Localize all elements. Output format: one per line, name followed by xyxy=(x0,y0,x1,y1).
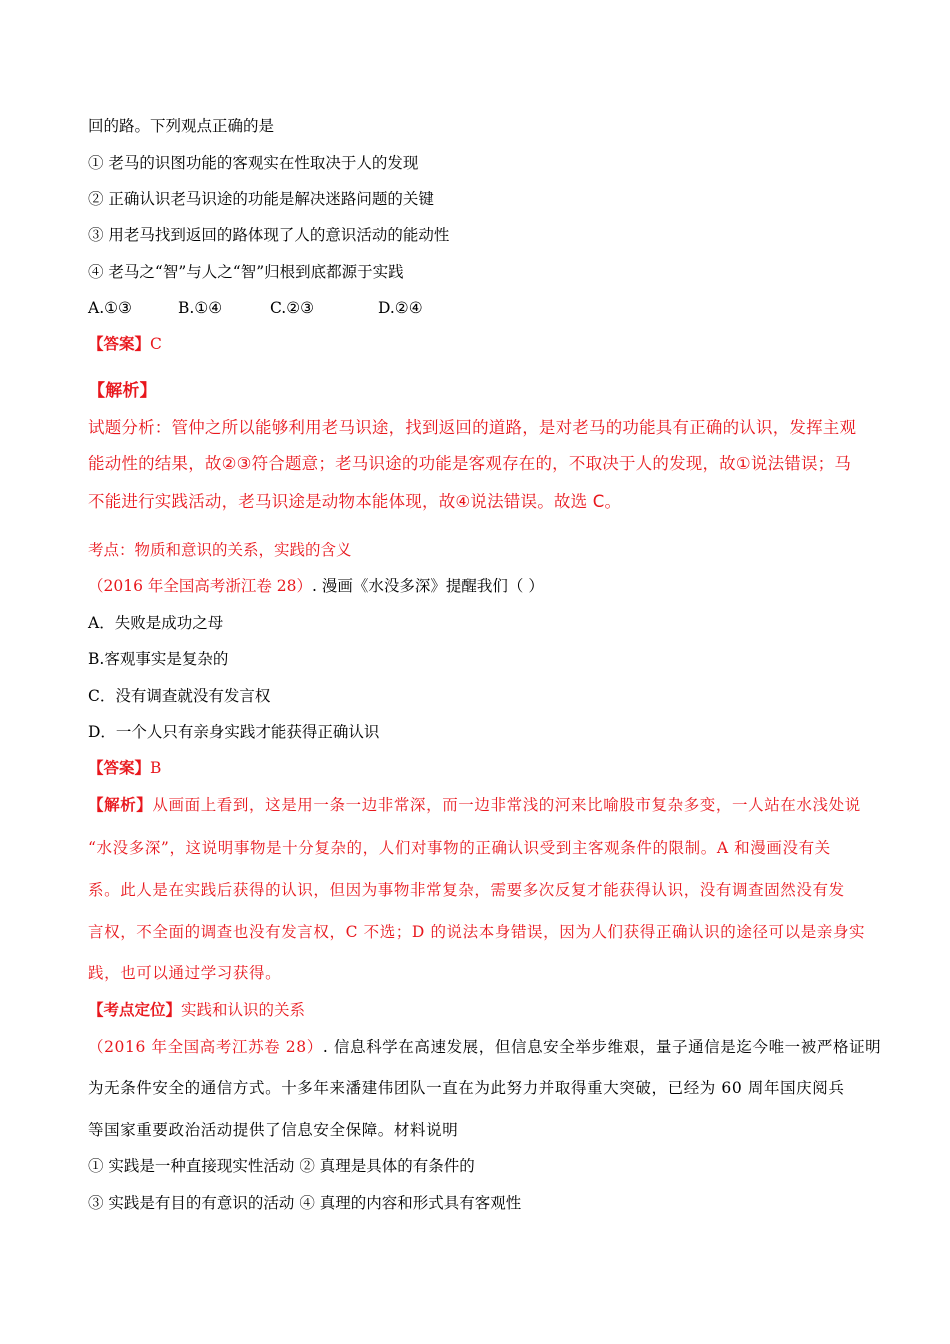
answer-line xyxy=(88,758,161,778)
question-source: （2016 年全国高考浙江卷 28） xyxy=(88,577,313,595)
analysis-text: 从画面上看到，这是用一条一边非常深，而一边非常浅的河来比喻股市复杂多变，一人站在水浅处说 xyxy=(152,796,861,814)
question-stem-continued: 回的路。下列观点正确的是 xyxy=(88,117,275,135)
option-d: D.②④ xyxy=(378,299,423,317)
answer-options xyxy=(88,298,423,318)
kaodian-line: 考点：物质和意识的关系，实践的含义 xyxy=(88,541,352,559)
analysis-line-2: 能动性的结果，故②③符合题意；老马识途的功能是客观存在的，不取决于人的发现，故①说法错误；马 xyxy=(88,454,852,473)
option-c: C．没有调查就没有发言权 xyxy=(88,687,271,705)
kaodian-tag: 【考点定位】 xyxy=(88,1000,182,1019)
question-3-stem-line-1 xyxy=(88,1037,881,1057)
option-b: B.①④ xyxy=(178,299,223,317)
statement-item-3: ③ 用老马找到返回的路体现了人的意识活动的能动性 xyxy=(88,226,450,244)
option-d: D．一个人只有亲身实践才能获得正确认识 xyxy=(88,723,380,741)
option-c: C.②③ xyxy=(270,299,315,317)
answer-line xyxy=(88,334,162,354)
analysis-line-1: 试题分析：管仲之所以能够利用老马识途，找到返回的道路，是对老马的功能具有正确的认识，发挥主观 xyxy=(88,418,857,437)
statement-item-1: ① 老马的识图功能的客观实在性取决于人的发现 xyxy=(88,154,419,172)
question-text: . 信息科学在高速发展，但信息安全举步维艰，量子通信是迄今唯一被严格证明 xyxy=(322,1038,882,1056)
statement-pair-2: ③ 实践是有目的有意识的活动 ④ 真理的内容和形式具有客观性 xyxy=(88,1194,522,1212)
option-a: A.①③ xyxy=(88,299,132,317)
analysis-line-3: 系。此人是在实践后获得的认识，但因为事物非常复杂，需要多次反复才能获得认识，没有调查固然没有发 xyxy=(88,881,845,899)
option-a: A．失败是成功之母 xyxy=(88,614,224,632)
answer-value: C xyxy=(150,335,162,353)
analysis-line-4: 言权，不全面的调查也没有发言权，C 不选；D 的说法本身错误，因为人们获得正确认识的途径可以是亲身实 xyxy=(88,923,866,941)
answer-tag: 【答案】 xyxy=(88,758,151,777)
question-3-stem-line-3: 等国家重要政治活动提供了信息安全保障。材料说明 xyxy=(88,1121,459,1139)
question-text: . 漫画《水没多深》提醒我们（ ） xyxy=(312,577,544,595)
option-b: B.客观事实是复杂的 xyxy=(88,650,229,668)
analysis-line-2: “水没多深”，这说明事物是十分复杂的，人们对事物的正确认识受到主客观条件的限制。A 和漫画没有关 xyxy=(88,839,831,857)
analysis-line-1 xyxy=(88,795,861,815)
question-2-stem xyxy=(88,576,544,596)
question-source: （2016 年全国高考江苏卷 28） xyxy=(88,1038,323,1056)
statement-item-2: ② 正确认识老马识途的功能是解决迷路问题的关键 xyxy=(88,190,434,208)
statement-pair-1: ① 实践是一种直接现实性活动 ② 真理是具体的有条件的 xyxy=(88,1157,475,1175)
analysis-line-5: 践，也可以通过学习获得。 xyxy=(88,964,282,982)
answer-tag: 【答案】 xyxy=(88,334,151,353)
kaodian-text: 实践和认识的关系 xyxy=(181,1001,306,1019)
statement-item-4: ④ 老马之“智”与人之“智”归根到底都源于实践 xyxy=(88,263,404,281)
kaodian-line xyxy=(88,1000,305,1020)
analysis-line-3: 不能进行实践活动，老马识途是动物本能体现，故④说法错误。故选 C。 xyxy=(88,492,622,511)
analysis-tag: 【解析】 xyxy=(88,795,153,814)
analysis-heading: 【解析】 xyxy=(88,381,157,401)
answer-value: B xyxy=(150,759,162,777)
question-3-stem-line-2: 为无条件安全的通信方式。十多年来潘建伟团队一直在为此努力并取得重大突破，已经为 60 周年国庆阅兵 xyxy=(88,1079,845,1097)
